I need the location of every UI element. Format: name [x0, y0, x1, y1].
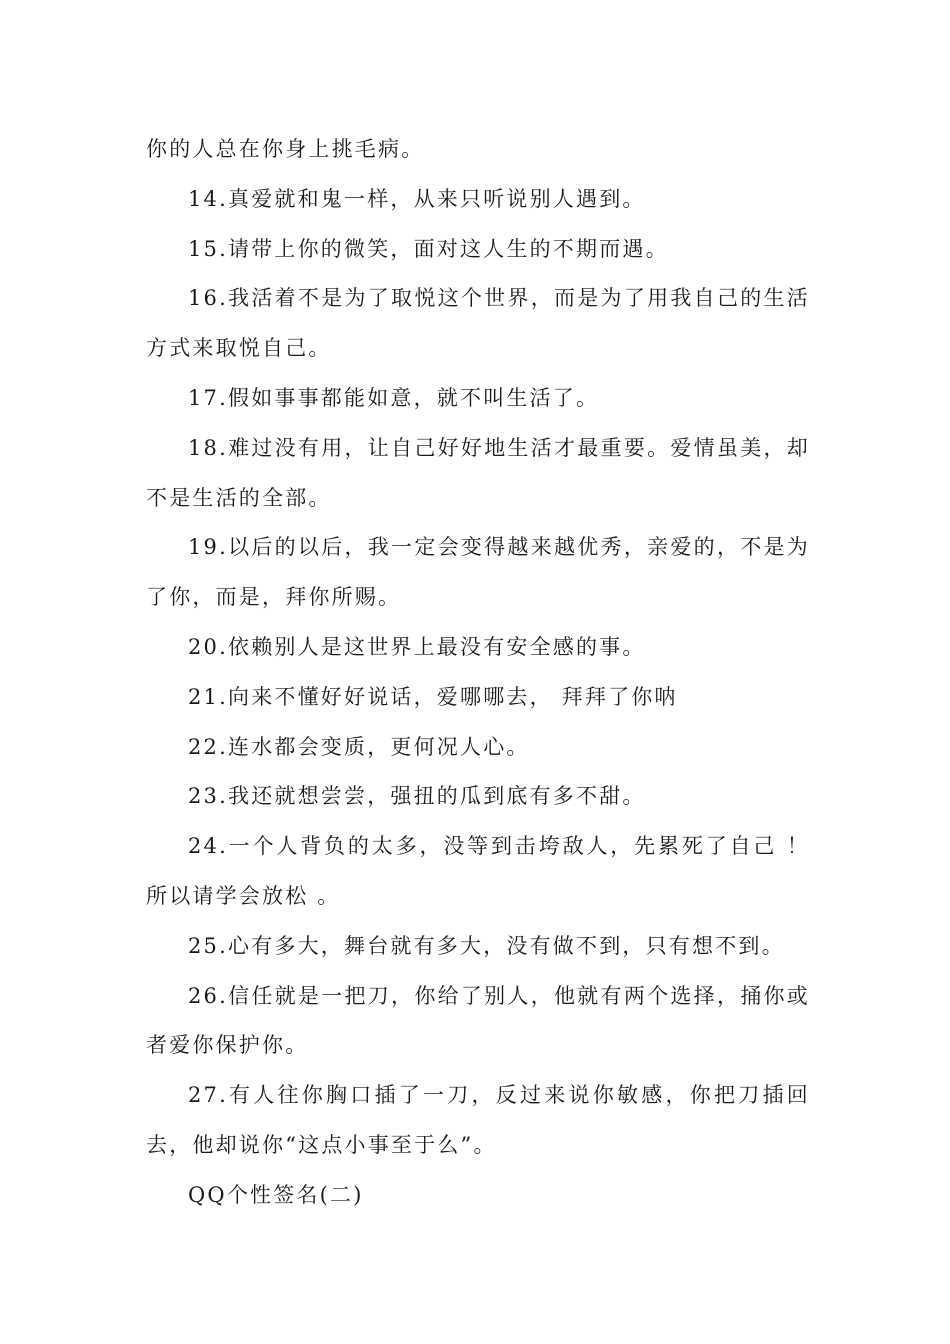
- paragraph-17: 17.假如事事都能如意，就不叫生活了。: [188, 385, 600, 410]
- paragraph-18: 18.难过没有用，让自己好好地生活才最重要。爱情虽美，却不是生活的全部。: [146, 435, 810, 510]
- paragraph-16: 16.我活着不是为了取悦这个世界，而是为了用我自己的生活方式来取悦自己。: [146, 286, 810, 361]
- paragraph-23: 23.我还就想尝尝，强扭的瓜到底有多不甜。: [188, 784, 646, 809]
- paragraph-24: 24.一个人背负的太多，没等到击垮敌人，先累死了自己 ！ 所以请学会放松 。: [146, 834, 810, 908]
- paragraph-20: 20.依赖别人是这世界上最没有安全感的事。: [188, 634, 646, 659]
- paragraph-22: 22.连水都会变质，更何况人心。: [188, 734, 530, 759]
- paragraph-25: 25.心有多大，舞台就有多大，没有做不到，只有想不到。: [188, 933, 785, 958]
- paragraph-26: 26.信任就是一把刀，你给了别人，他就有两个选择，捅你或者爱你保护你。: [146, 983, 810, 1058]
- paragraph-15: 15.请带上你的微笑，面对这人生的不期而遇。: [188, 236, 669, 261]
- paragraph-19: 19.以后的以后，我一定会变得越来越优秀，亲爱的，不是为了你，而是，拜你所赐。: [146, 535, 810, 610]
- paragraph-27: 27.有人往你胸口插了一刀，反过来说你敏感，你把刀插回去，他却说你“这点小事至于么”。: [146, 1083, 810, 1157]
- document-body: [146, 125, 810, 1221]
- paragraph-14: 14.真爱就和鬼一样，从来只听说别人遇到。: [188, 186, 646, 211]
- paragraph-continued: 你的人总在你身上挑毛病。: [146, 137, 425, 161]
- section-heading: QQ个性签名(二): [188, 1182, 364, 1207]
- paragraph-21: 21.向来不懂好好说话，爱哪哪去， 拜拜了你呐: [188, 684, 678, 709]
